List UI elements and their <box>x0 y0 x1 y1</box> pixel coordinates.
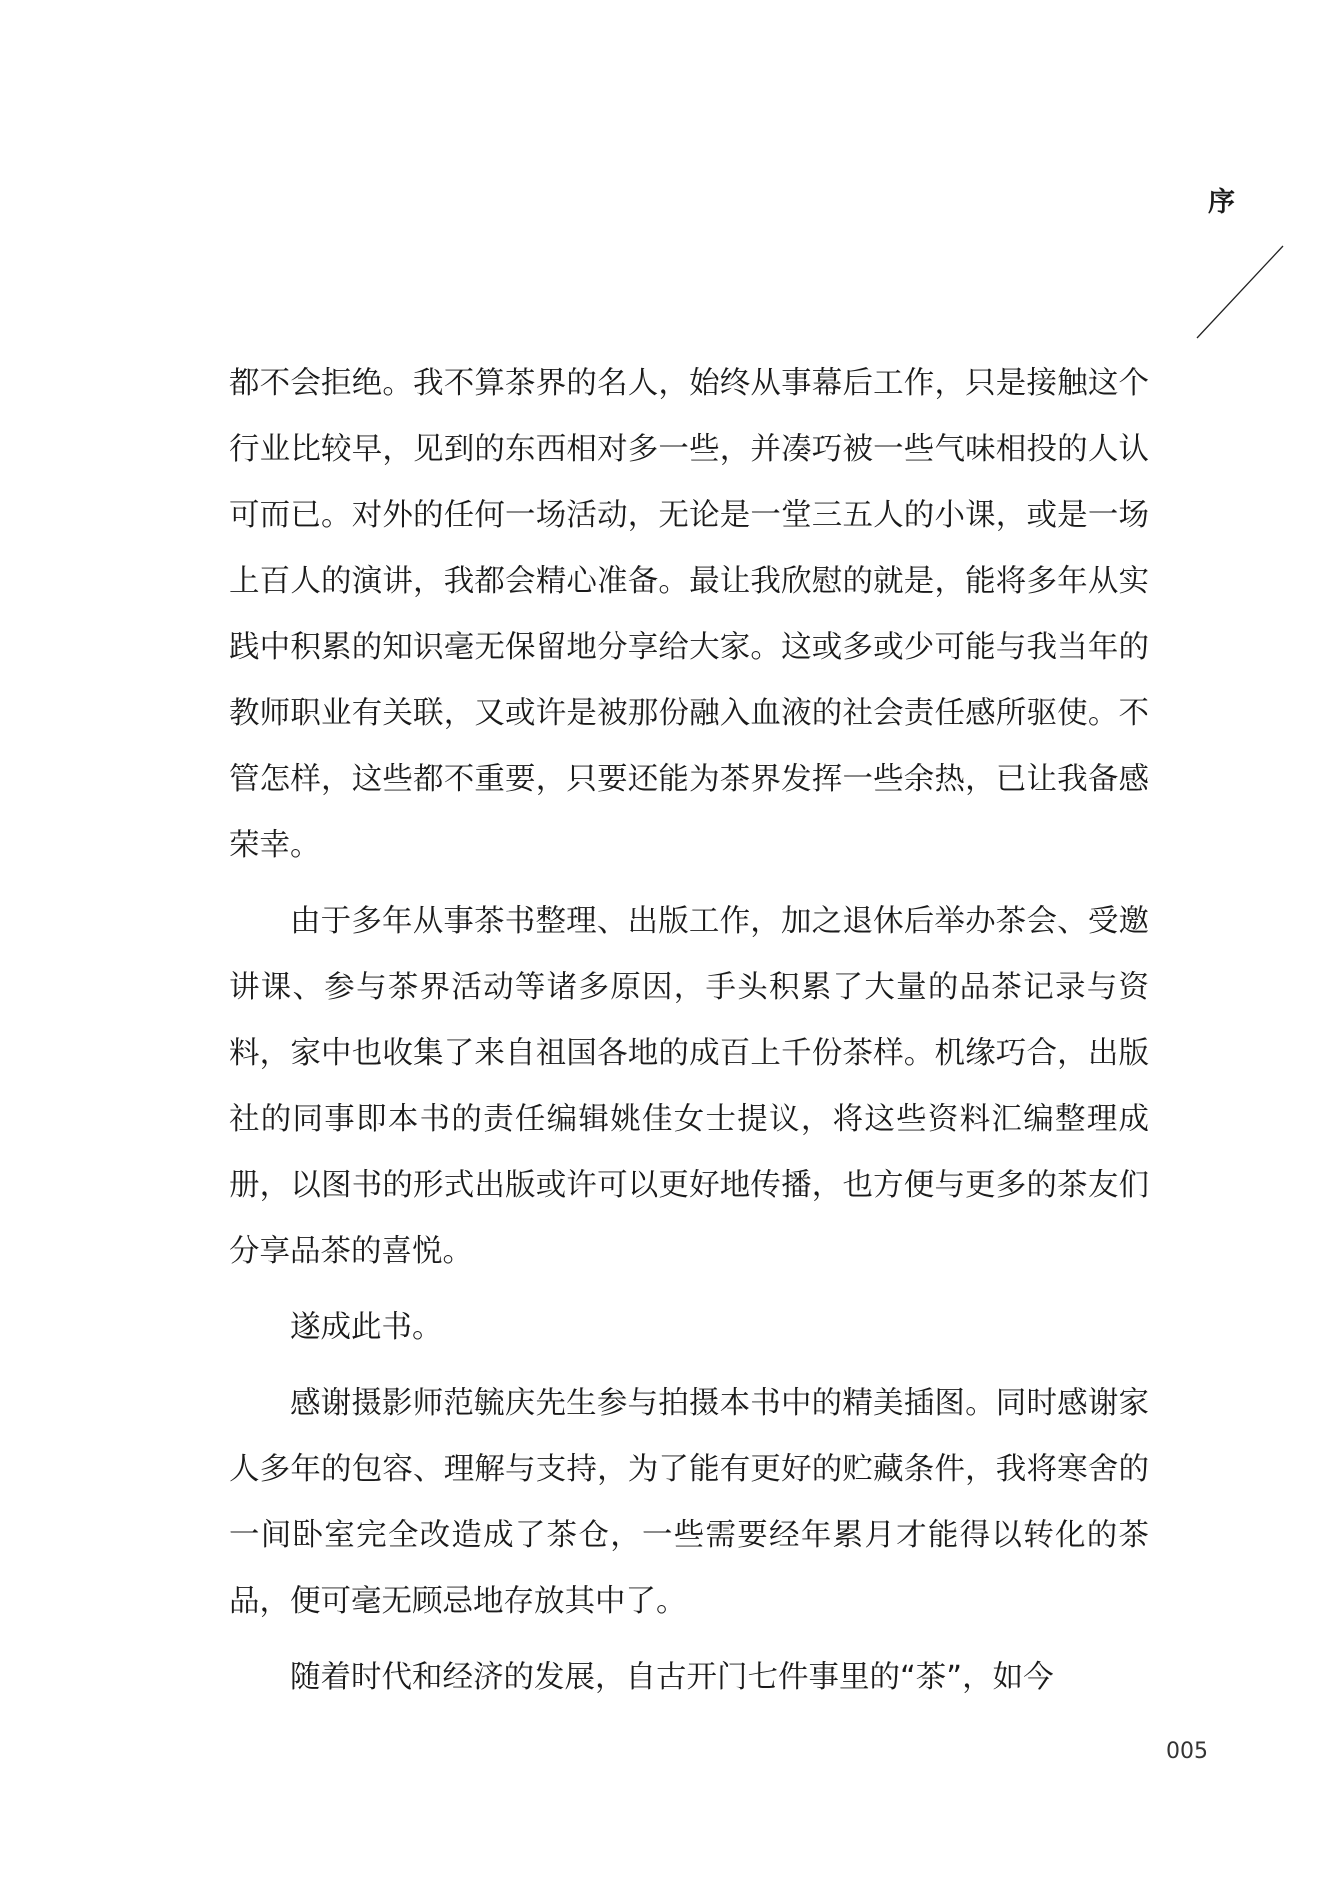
decorative-diagonal-line <box>1195 245 1285 340</box>
body-text <box>229 351 1149 1721</box>
paragraph-acknowledgements: 感谢摄影师范毓庆先生参与拍摄本书中的精美插图。同时感谢家人多年的包容、理解与支持，为了能有更好的贮藏条件，我将寒舍的一间卧室完全改造成了茶仓，一些需要经年累月才能得以转化的茶品，便可毫无顾忌地存放其中了。 <box>229 1386 1149 1619</box>
paragraph-continuation: 都不会拒绝。我不算茶界的名人，始终从事幕后工作，只是接触这个行业比较早，见到的东西相对多一些，并凑巧被一些气味相投的人认可而已。对外的任何一场活动，无论是一堂三五人的小课，或是一场上百人的演讲，我都会精心准备。最让我欣慰的就是，能将多年从实践中积累的知识毫无保留地分享给大家。这或多或少可能与我当年的教师职业有关联，又或许是被那份融入血液的社会责任感所驱使。不管怎样，这些都不重要，只要还能为茶界发挥一些余热，已让我备感荣幸。 <box>229 366 1149 863</box>
page-number: 005 <box>1166 1739 1208 1764</box>
paragraph-book-origin: 由于多年从事茶书整理、出版工作，加之退休后举办茶会、受邀讲课、参与茶界活动等诸多原因，手头积累了大量的品茶记录与资料，家中也收集了来自祖国各地的成百上千份茶样。机缘巧合，出版社的同事即本书的责任编辑姚佳女士提议，将这些资料汇编整理成册，以图书的形式出版或许可以更好地传播，也方便与更多的茶友们分享品茶的喜悦。 <box>229 904 1149 1269</box>
section-title: 序 <box>1208 187 1235 218</box>
paragraph-closing: 随着时代和经济的发展，自古开门七件事里的“茶”，如今 <box>290 1660 1054 1695</box>
paragraph-short-conclusion: 遂成此书。 <box>290 1310 443 1345</box>
